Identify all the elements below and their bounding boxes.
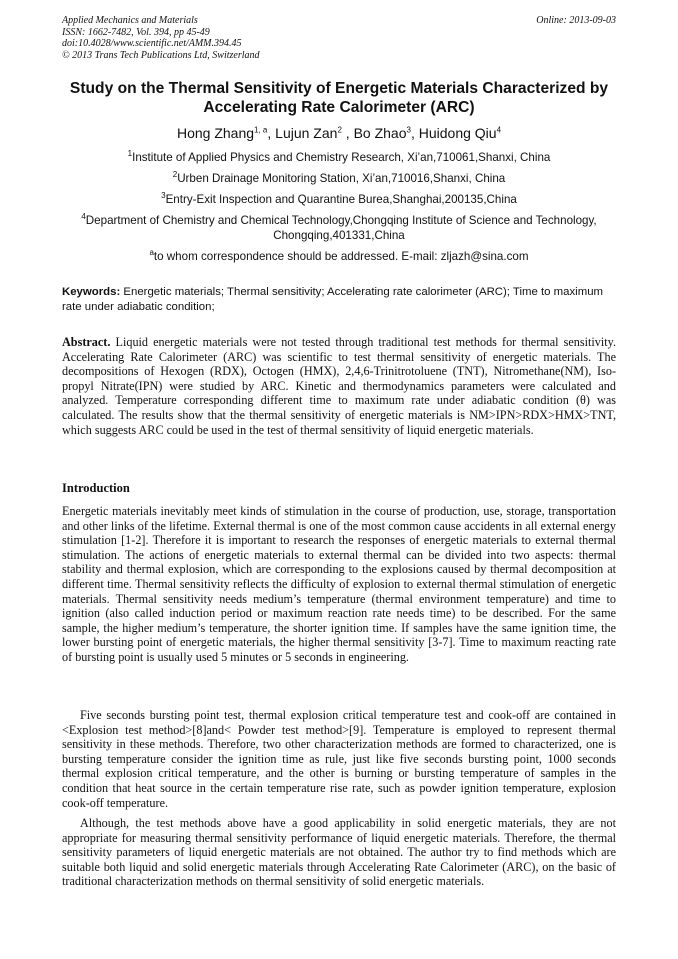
affiliation-sup: 4 [81,212,86,222]
author-sup: 1, a [254,125,268,135]
author-name: Bo Zhao [353,125,407,141]
author-name: Hong Zhang [176,125,255,141]
affiliation-1 [62,150,616,165]
journal-name: Applied Mechanics and Materials [62,15,198,26]
author-sup: 2 [337,125,342,135]
author-name: Lujun Zan [275,125,338,141]
affiliation-2 [62,171,616,186]
section-heading-introduction: Introduction [62,481,130,495]
affiliation-text: Department of Chemistry and Chemical Technology,Chongqing Institute of Science and Technology, Chongqing,401331,China [85,214,597,242]
affiliation-3 [62,192,616,207]
intro-paragraph-2: Five seconds bursting point test, thermal explosion critical temperature test and cook-off are contained in <Explosion test method>[8]and< Powder test method>[9]. Temperature is employed to represent thermal sensitivity in these methods. Therefore, two other characterization methods are formed to characterized, one is bursting temperature consider the ignition time as rule, just like five seconds bursting point, 1000 seconds thermal explosion critical temperature, and the other is burning or bursting temperature of samples in the condition that heat source in the certain temperature rise rate, such as powder ignition temperature, explosion cook-off temperature. [62,708,616,810]
paper-title: Study on the Thermal Sensitivity of Energetic Materials Characterized by Accelerating Rate Calorimeter (ARC) [69,80,609,116]
issn-line: ISSN: 1662-7482, Vol. 394, pp 45-49 [62,26,210,38]
intro-paragraph-3: Although, the test methods above have a good applicability in solid energetic materials, they are not appropriate for measuring thermal sensitivity performance of liquid energetic materials. Therefore, the thermal sensitivity parameters of liquid energetic materials are not obtained. The author try to find methods which are suitable both liquid and solid energetic materials through Accelerating Rate Calorimeter (ARC), on the basic of traditional characterization methods on thermal sensitivity of solid energetic materials. [62,816,616,889]
affiliation-sup: 3 [161,191,166,201]
author-sup: 4 [496,125,502,135]
keywords-label: Keywords: [62,286,121,298]
intro-paragraph-1: Energetic materials inevitably meet kinds of stimulation in the course of production, use, storage, transportation and other links of the lifetime. External thermal is one of the most common cause accidents in all external energy stimulation [1-2]. Therefore it is important to research the responses of energetic materials to external thermal stimulation. The actions of energetic materials to external thermal can be divided into two aspects: thermal stability and thermal explosion, which are corresponding to the explosions caused by thermal decomposition at different time. Thermal sensitivity reflects the difficulty of explosion to external thermal stimulation of energetic materials. Thermal sensitivity needs medium’s temperature (thermal environment temperature) and time to ignition (also called induction period or maximum reaction rate needs time) to be described. For the same sample, the higher medium’s temperature, the shorter ignition time. If samples have the same ignition time, the lower bursting point of energetic materials, the higher thermal sensitivity [3-7]. Time to maximum reacting rate of bursting point is usually used 5 minutes or 5 seconds in engineering. [62,504,616,664]
affiliation-text: to whom correspondence should be addressed. E-mail: zljazh@sina.com [153,250,529,263]
doi-line: doi:10.4028/www.scientific.net/AMM.394.45 [62,38,242,49]
affiliation-text: Institute of Applied Physics and Chemistry Research, Xi’an,710061,Shanxi, China [132,151,551,164]
copyright-line: © 2013 Trans Tech Publications Ltd, Switzerland [62,49,260,61]
affiliation-sup: 1 [127,149,133,159]
abstract [62,335,616,437]
affiliation-sup: 2 [172,170,178,180]
journal-header [62,15,616,61]
author-sup: 3 [406,125,411,135]
abstract-label: Abstract. [62,335,111,349]
author-list: Hong Zhang$^{1, a}$, Lujun Zan$^2$ , Bo Zhao$^3$, Huidong Qiu$^4$ [176,125,502,141]
affiliation-text: Entry-Exit Inspection and Quarantine Burea,Shanghai,200135,China [165,193,517,206]
keywords [62,285,616,315]
keywords-text: Energetic materials; Thermal sensitivity; Accelerating rate calorimeter (ARC); Time to maximum rate under adiabatic condition; [62,286,604,313]
affiliation-sup: a [149,248,154,258]
affiliation-text: Urben Drainage Monitoring Station, Xi’an,710016,Shanxi, China [177,172,506,185]
online-date: Online: 2013-09-03 [536,15,616,26]
correspondence-note [62,249,616,264]
abstract-text: Liquid energetic materials were not tested through traditional test methods for thermal sensitivity. Accelerating Rate Calorimeter (ARC) was scientific to test thermal sensitivity of energetic materials. The decompositions of Hexogen (RDX), Octogen (HMX), 2,4,6-Trinitrotoluene (TNT), Nitromethane(NM), Iso-propyl Nitrate(IPN) were studied by ARC. Kinetic and thermodynamics parameters were calculated and analyzed. Temperature corresponding different time to maximum rate under adiabatic condition (θ) was calculated. The results show that the thermal sensitivity of energetic materials is NM>IPN>RDX>HMX>TNT, which suggests ARC could be used in the test of thermal sensitivity of liquid energetic materials. [62,335,617,437]
affiliation-4 [62,213,616,243]
author-name: Huidong Qiu [418,125,497,141]
